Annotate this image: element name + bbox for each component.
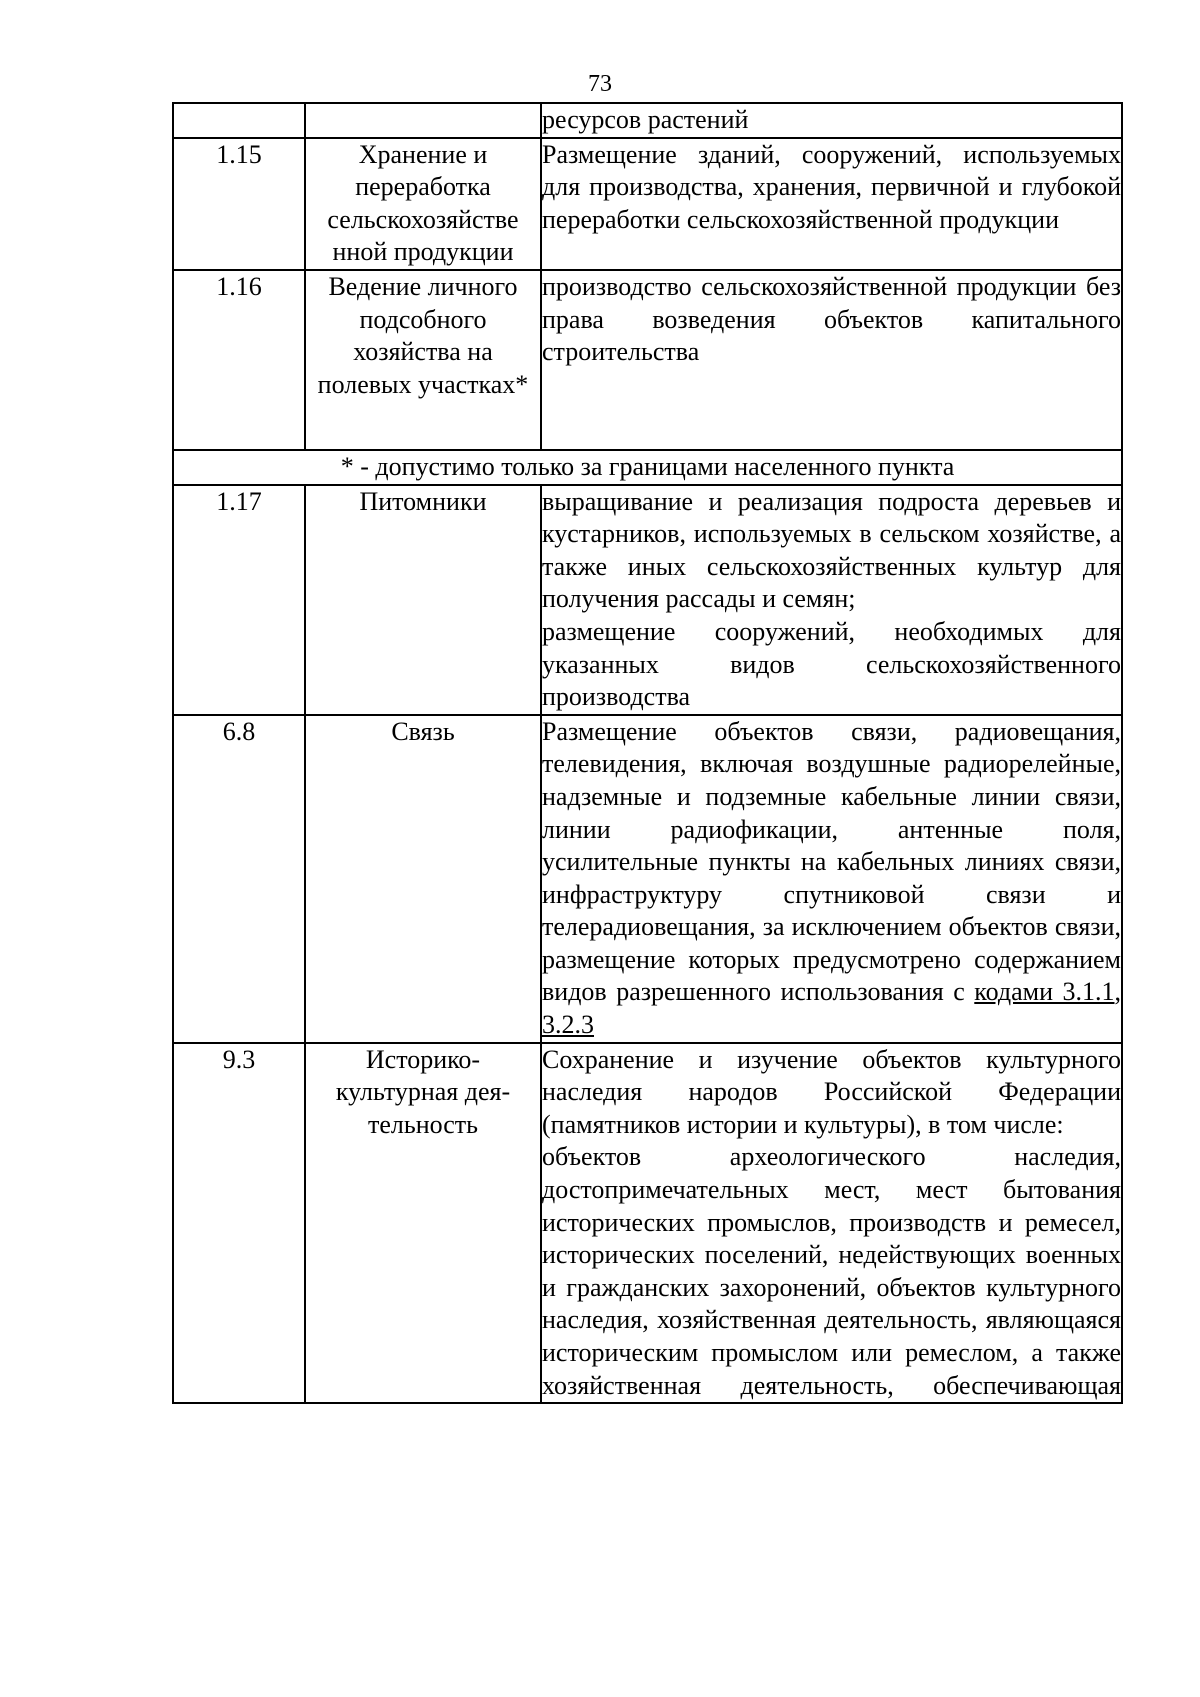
- table-row: [173, 270, 1122, 450]
- page-number: 73: [588, 71, 612, 97]
- description-paragraph: выращивание и реализация подроста деревьев и кустарников, используемых в сельском хозяйстве, а также иных сельскохозяйственных культур для получения рассады и семян;: [542, 486, 1121, 614]
- description-cell: [541, 270, 1122, 450]
- table-row: [173, 1043, 1122, 1404]
- description-paragraph: [542, 716, 1121, 1042]
- table-note: * - допустимо только за границами населенного пункта: [173, 450, 1122, 485]
- name-text: Ведение личного подсобного хозяйства на полевых участках*: [317, 271, 529, 399]
- description-text: Размещение объектов связи, радиовещания, телевидения, включая воздушные радиорелейные, надземные и подземные кабельные линии связи, линии радиофикации, антенные поля, усилительные пункты на кабельных линиях связи, инфраструктуру спутниковой связи и телерадиовещания, за исключением объектов связи, размещение которых предусмотрено содержанием видов разрешенного использования с: [542, 716, 1121, 1007]
- code-cell: 6.8: [173, 715, 305, 1043]
- name-cell: Историко-культурная дея-тельность: [305, 1043, 541, 1404]
- name-cell: [305, 270, 541, 450]
- table-note-row: [173, 450, 1122, 485]
- description-cell: [541, 715, 1122, 1043]
- code-reference-link[interactable]: 3.2.3: [542, 1010, 594, 1040]
- description-text: производство сельскохозяйственной продукции без права возведения объектов капитального строительства: [542, 271, 1121, 367]
- description-text: Размещение зданий, сооружений, используемых для производства, хранения, первичной и глубокой переработки сельскохозяйственной продукции: [542, 139, 1121, 234]
- table-row: [173, 715, 1122, 1043]
- table-row-continuation: [173, 103, 1122, 138]
- code-cell: 1.17: [173, 485, 305, 715]
- code-cell: 1.16: [173, 270, 305, 450]
- description-paragraph: размещение сооружений, необходимых для указанных видов сельскохозяйственного производства: [542, 616, 1121, 712]
- separator-text: ,: [1114, 977, 1121, 1007]
- description-cell: [541, 103, 1122, 138]
- table-row: [173, 485, 1122, 715]
- description-cell: [541, 138, 1122, 270]
- code-cell: 9.3: [173, 1043, 305, 1404]
- description-paragraph: Сохранение и изучение объектов культурного наследия народов Российской Федерации (памятников истории и культуры), в том числе:: [542, 1044, 1121, 1139]
- table-row: [173, 138, 1122, 270]
- code-cell: 1.15: [173, 138, 305, 270]
- name-cell: Питомники: [305, 485, 541, 715]
- description-cell: [541, 1043, 1122, 1404]
- land-use-table: [172, 102, 1123, 1404]
- code-cell: [173, 103, 305, 138]
- description-text: ресурсов растений: [542, 105, 749, 134]
- name-cell: [305, 103, 541, 138]
- name-cell: Хранение и переработка сельскохозяйстве нной продукции: [305, 138, 541, 270]
- description-cell: [541, 485, 1122, 715]
- description-paragraph: объектов археологического наследия, достопримечательных мест, мест бытования исторических промыслов, производств и ремесел, исторических поселений, недействующих военных и гражданских захоронений, объектов культурного наследия, хозяйственная деятельность, являющаяся историческим промыслом или ремеслом, а также хозяйственная деятельность, обеспечивающая: [542, 1142, 1121, 1400]
- name-cell: Связь: [305, 715, 541, 1043]
- code-reference-link[interactable]: кодами 3.1.1: [974, 977, 1115, 1007]
